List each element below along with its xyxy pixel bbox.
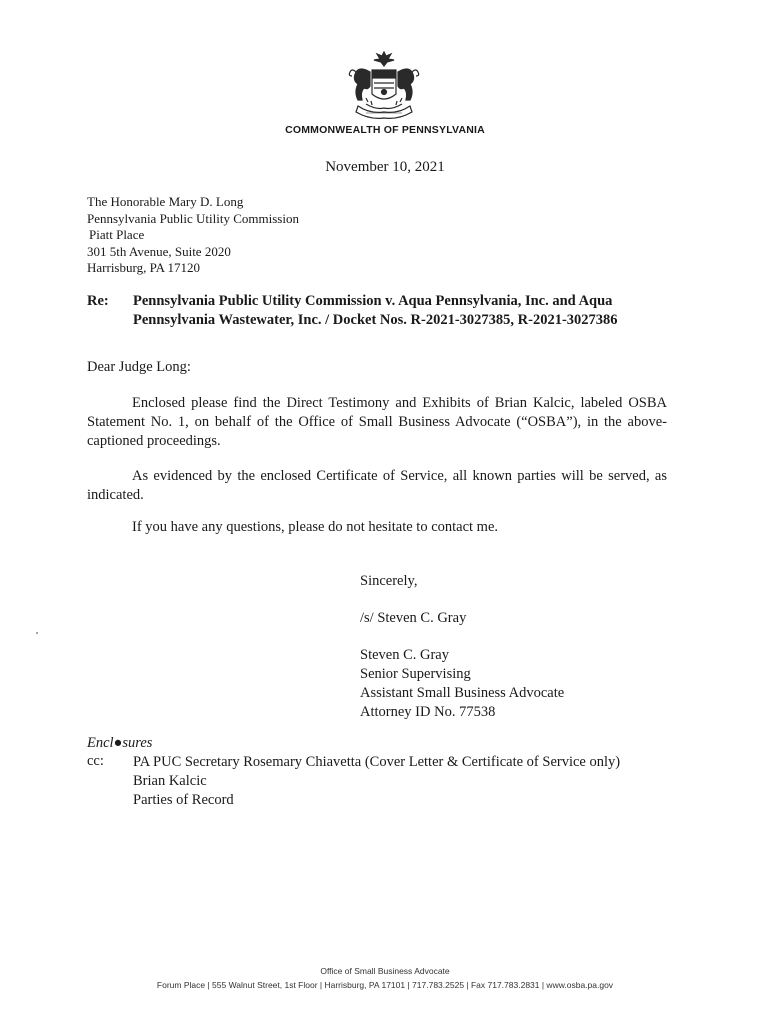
stray-mark: [36, 632, 38, 634]
recipient-name: The Honorable Mary D. Long: [87, 194, 244, 209]
enclosures-note: Encl●sures: [87, 735, 153, 751]
signature-closing: Sincerely,: [360, 573, 418, 589]
signer-title-2: Assistant Small Business Advocate: [360, 685, 565, 701]
recipient-building: Piatt Place: [89, 227, 145, 242]
subject-text: [133, 292, 693, 330]
footer-office-name: Office of Small Business Advocate: [320, 966, 450, 976]
recipient-city: Harrisburg, PA 17120: [87, 260, 201, 275]
cc-recipient: Parties of Record: [133, 792, 234, 808]
footer-contact-line: Forum Place | 555 Walnut Street, 1st Floor | Harrisburg, PA 17101 | 717.783.2525 | Fax 717.783.2831 | www.osba.pa.gov: [156, 980, 614, 990]
paragraph-contact: If you have any questions, please do not hesitate to contact me.: [132, 519, 499, 535]
letter-date: November 10, 2021: [325, 159, 445, 175]
signer-name: Steven C. Gray: [360, 647, 449, 663]
paragraph-enclosure: Enclosed please find the Direct Testimony and Exhibits of Brian Kalcic, labeled OSBA Statement No. 1, on behalf of the Office of Small Business Advocate (“OSBA”), in the above-captioned proceedings.: [87, 395, 667, 449]
subject-line-1: Pennsylvania Public Utility Commission v. Aqua Pennsylvania, Inc. and Aqua: [133, 293, 613, 309]
subject-line-2: Pennsylvania Wastewater, Inc. / Docket Nos. R-2021-3027385, R-2021-3027386: [133, 312, 618, 328]
salutation: Dear Judge Long:: [87, 359, 191, 375]
signature-block: [360, 646, 564, 722]
cc-recipient: Brian Kalcic: [133, 773, 207, 789]
letterhead-agency-name: COMMONWEALTH OF PENNSYLVANIA: [285, 124, 485, 136]
recipient-address-block: [87, 194, 299, 277]
recipient-organization: Pennsylvania Public Utility Commission: [87, 210, 299, 226]
recipient-street: 301 5th Avenue, Suite 2020: [87, 243, 231, 259]
signer-title-1: Senior Supervising: [360, 666, 471, 682]
signature-electronic: /s/ Steven C. Gray: [360, 610, 467, 626]
pennsylvania-coat-of-arms-seal: [336, 50, 432, 122]
cc-recipient-list: [133, 753, 620, 810]
signer-attorney-id: Attorney ID No. 77538: [360, 704, 496, 720]
cc-recipient: PA PUC Secretary Rosemary Chiavetta (Cover Letter & Certificate of Service only): [133, 754, 621, 770]
subject-label: Re:: [87, 293, 109, 309]
cc-label: cc:: [87, 753, 104, 769]
paragraph-service: As evidenced by the enclosed Certificate of Service, all known parties will be served, as indicated.: [87, 468, 667, 503]
